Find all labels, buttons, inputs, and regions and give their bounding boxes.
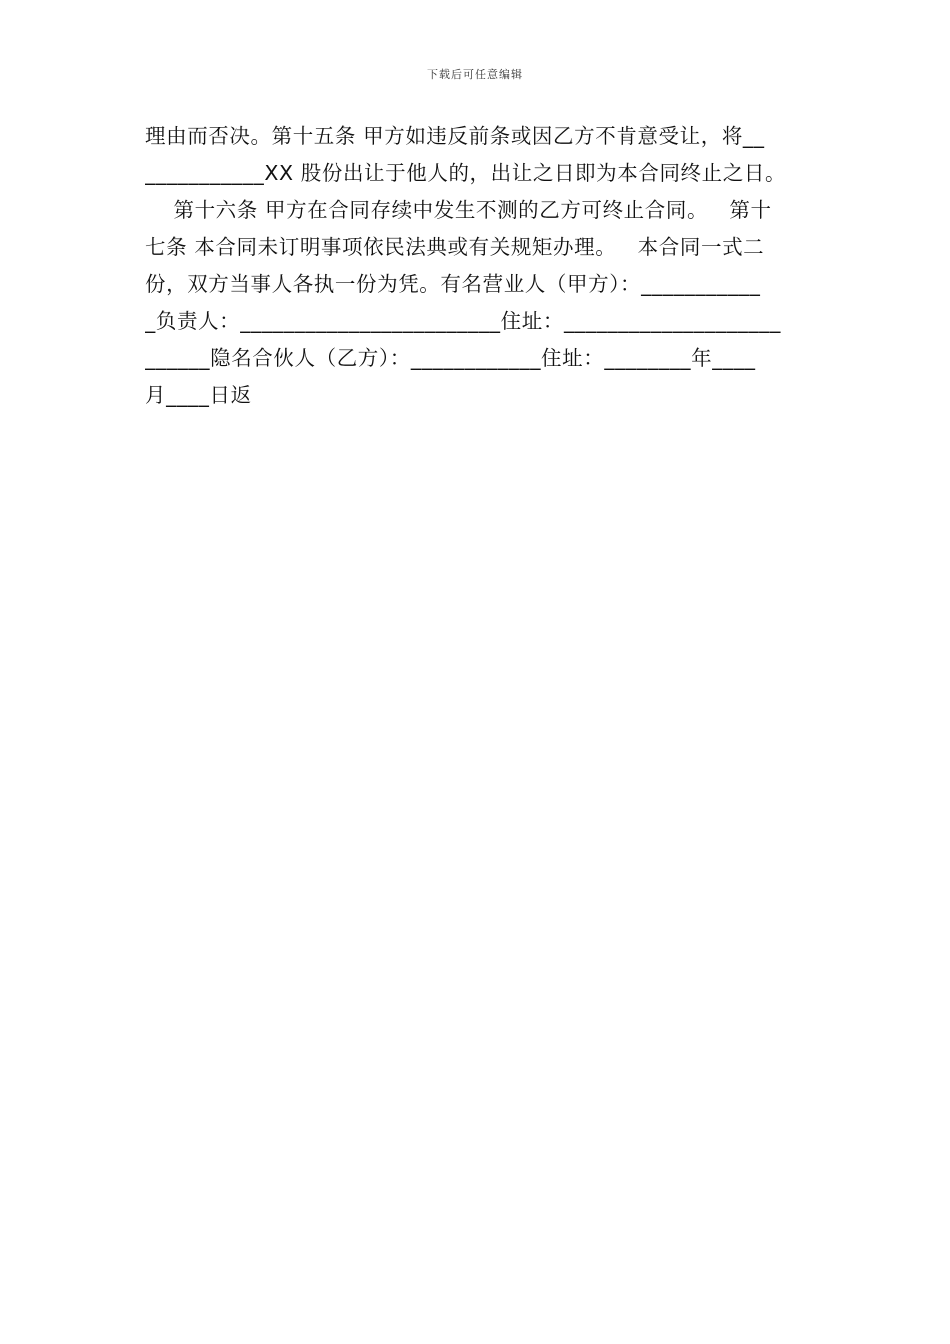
- contract-body: [145, 118, 810, 414]
- text-line: 月____日返: [145, 383, 252, 407]
- text-line: 份，双方当事人各执一份为凭。有名营业人（甲方）：___________: [145, 272, 761, 296]
- page-header: 下载后可任意编辑: [427, 68, 523, 81]
- text-line: 理由而否决。第十五条 甲方如违反前条或因乙方不肯意受让，将__: [145, 124, 765, 148]
- text-line: 七条 本合同未订明事项依民法典或有关规矩办理。 本合同一式二: [145, 235, 765, 259]
- text-line: _负责人：________________________住址：____________________: [145, 309, 781, 333]
- text-line: 第十六条 甲方在合同存续中发生不测的乙方可终止合同。 第十: [145, 198, 772, 222]
- text-line: ___________XX 股份出让于他人的，出让之日即为本合同终止之日。: [145, 161, 787, 185]
- text-line: ______隐名合伙人（乙方）：____________住址：________年____: [145, 346, 756, 370]
